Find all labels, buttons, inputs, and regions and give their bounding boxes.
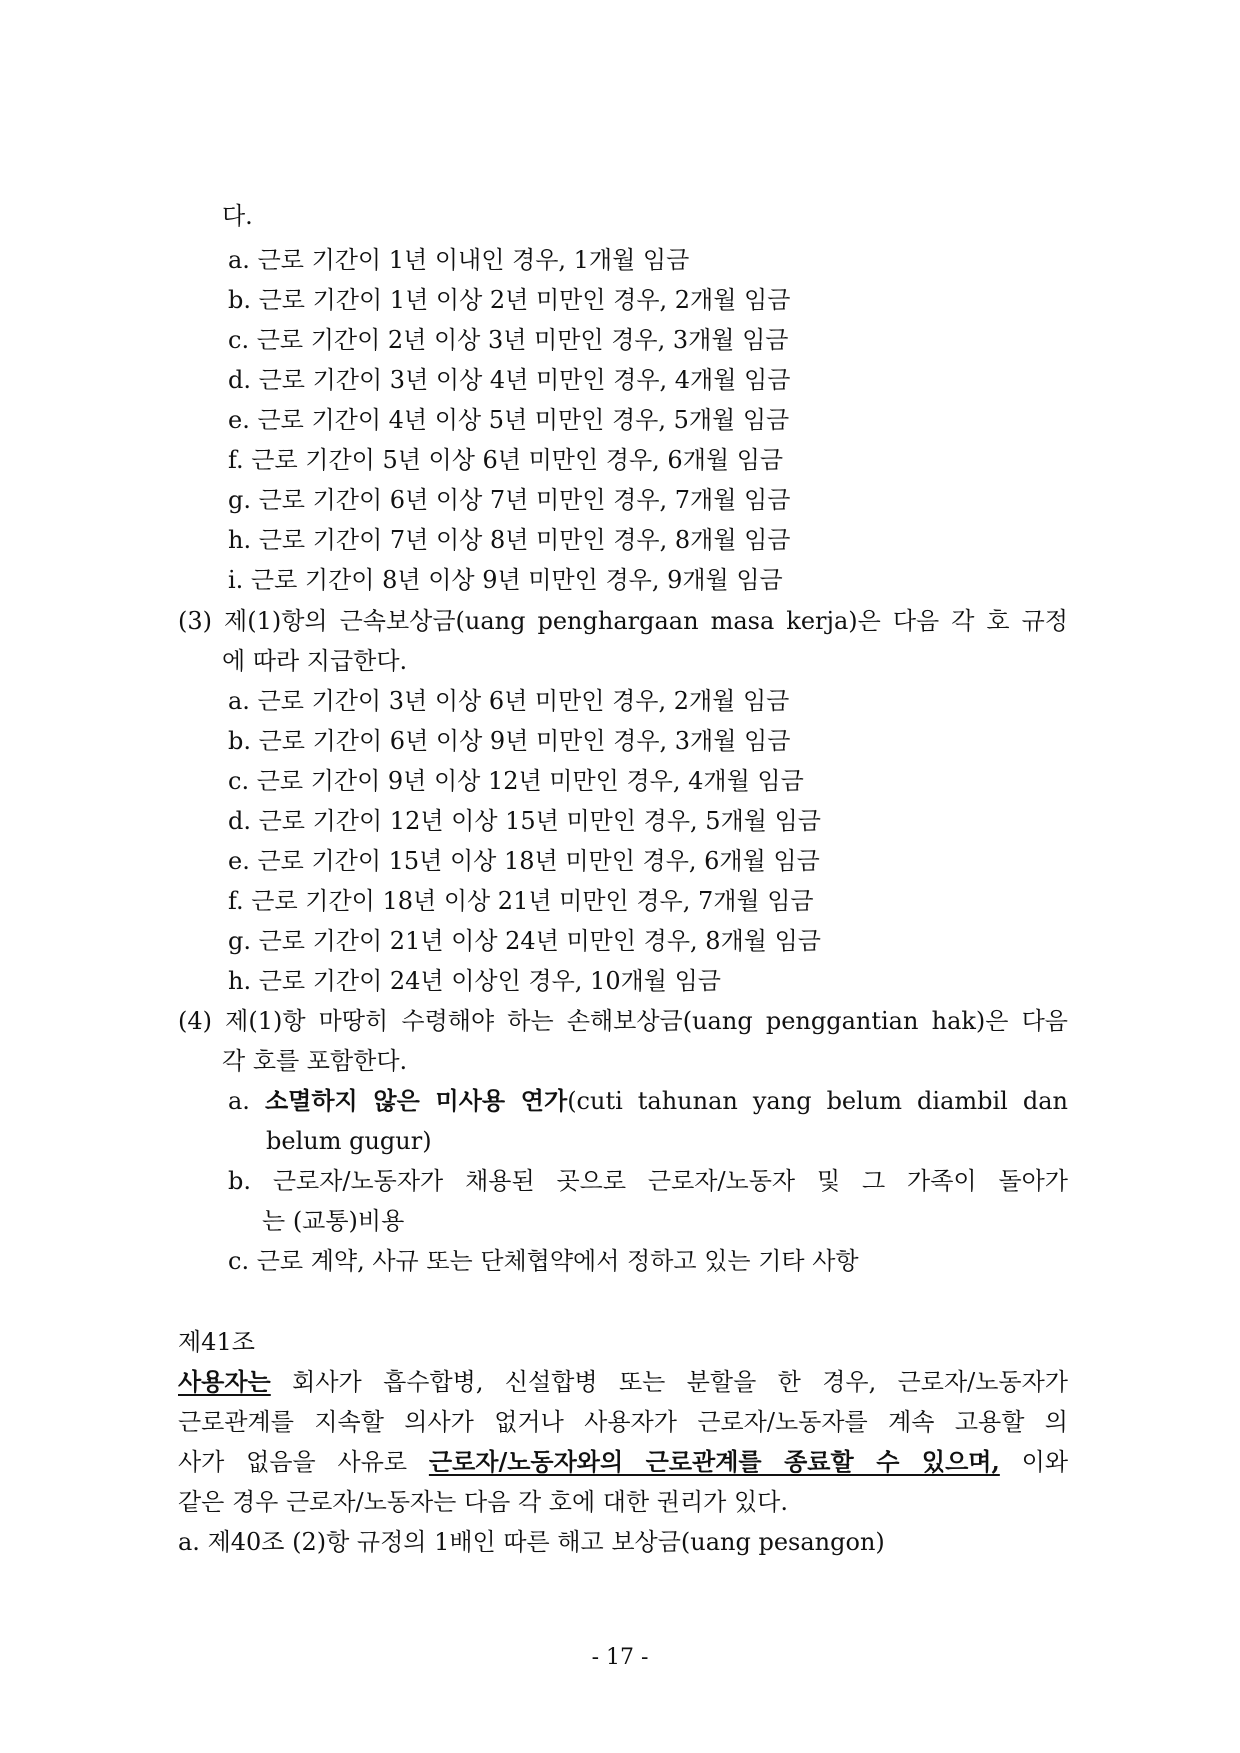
para3-line1: (3) 제(1)항의 근속보상금(uang penghargaan masa kerja)은 다음 각 호 규정 — [178, 607, 1068, 635]
list-item: a. 근로 기간이 3년 이상 6년 미만인 경우, 2개월 임금 — [228, 687, 790, 715]
list-item: a. 근로 기간이 1년 이내인 경우, 1개월 임금 — [228, 246, 690, 274]
list-item: c. 근로 기간이 2년 이상 3년 미만인 경우, 3개월 임금 — [228, 326, 789, 354]
para4-item-b-line1: b. 근로자/노동자가 채용된 곳으로 근로자/노동자 및 그 가족이 돌아가 — [228, 1167, 1068, 1195]
item-marker: a. — [228, 1087, 250, 1115]
list-item: f. 근로 기간이 5년 이상 6년 미만인 경우, 6개월 임금 — [228, 446, 784, 474]
unused-leave-gloss: (cuti tahunan yang belum diambil dan — [567, 1087, 1068, 1115]
para4-item-a-line1 — [228, 1085, 1068, 1117]
list-item: f. 근로 기간이 18년 이상 21년 미만인 경우, 7개월 임금 — [228, 887, 814, 915]
article41-line4: 같은 경우 근로자/노동자는 다음 각 호에 대한 권리가 있다. — [178, 1488, 788, 1516]
list-item: e. 근로 기간이 15년 이상 18년 미만인 경우, 6개월 임금 — [228, 847, 820, 875]
article41-line3-post: 이와 — [999, 1448, 1069, 1476]
article41-line1-rest: 회사가 흡수합병, 신설합병 또는 분할을 한 경우, 근로자/노동자가 — [270, 1368, 1068, 1396]
para4-item-c: c. 근로 계약, 사규 또는 단체협약에서 정하고 있는 기타 사항 — [228, 1247, 859, 1275]
para4-line1: (4) 제(1)항 마땅히 수령해야 하는 손해보상금(uang penggantian hak)은 다음 — [178, 1007, 1068, 1035]
para4-line2: 각 호를 포함한다. — [222, 1047, 408, 1075]
article41-line2: 근로관계를 지속할 의사가 없거나 사용자가 근로자/노동자를 계속 고용할 의 — [178, 1408, 1068, 1436]
list-item: g. 근로 기간이 6년 이상 7년 미만인 경우, 7개월 임금 — [228, 486, 791, 514]
article41-line3 — [178, 1446, 1068, 1478]
list-item: g. 근로 기간이 21년 이상 24년 미만인 경우, 8개월 임금 — [228, 927, 821, 955]
list-item: c. 근로 기간이 9년 이상 12년 미만인 경우, 4개월 임금 — [228, 767, 804, 795]
list-item: b. 근로 기간이 1년 이상 2년 미만인 경우, 2개월 임금 — [228, 286, 791, 314]
para4-item-a-line2: belum gugur) — [266, 1127, 432, 1155]
list-item: d. 근로 기간이 3년 이상 4년 미만인 경우, 4개월 임금 — [228, 366, 791, 394]
intro-tail: 다. — [222, 202, 253, 230]
article41-item-a: a. 제40조 (2)항 규정의 1배인 따른 해고 보상금(uang pesangon) — [178, 1528, 885, 1556]
list-item: h. 근로 기간이 24년 이상인 경우, 10개월 임금 — [228, 967, 721, 995]
para3-line2: 에 따라 지급한다. — [222, 647, 408, 675]
article41-heading: 제41조 — [178, 1328, 255, 1356]
list-item: h. 근로 기간이 7년 이상 8년 미만인 경우, 8개월 임금 — [228, 526, 791, 554]
termination-clause: 근로자/노동자와의 근로관계를 종료할 수 있으며, — [428, 1447, 1000, 1476]
list-item: e. 근로 기간이 4년 이상 5년 미만인 경우, 5개월 임금 — [228, 406, 790, 434]
article41-line1 — [178, 1366, 1068, 1398]
article41-line3-pre: 사가 없음을 사유로 — [178, 1448, 429, 1476]
employer-term: 사용자는 — [178, 1367, 271, 1396]
list-item: d. 근로 기간이 12년 이상 15년 미만인 경우, 5개월 임금 — [228, 807, 821, 835]
page-number: - 17 - — [591, 1645, 649, 1670]
unused-leave-term: 소멸하지 않은 미사용 연가 — [264, 1086, 568, 1115]
para4-item-b-line2: 는 (교통)비용 — [262, 1207, 405, 1235]
list-item: b. 근로 기간이 6년 이상 9년 미만인 경우, 3개월 임금 — [228, 727, 791, 755]
list-item: i. 근로 기간이 8년 이상 9년 미만인 경우, 9개월 임금 — [228, 566, 783, 594]
